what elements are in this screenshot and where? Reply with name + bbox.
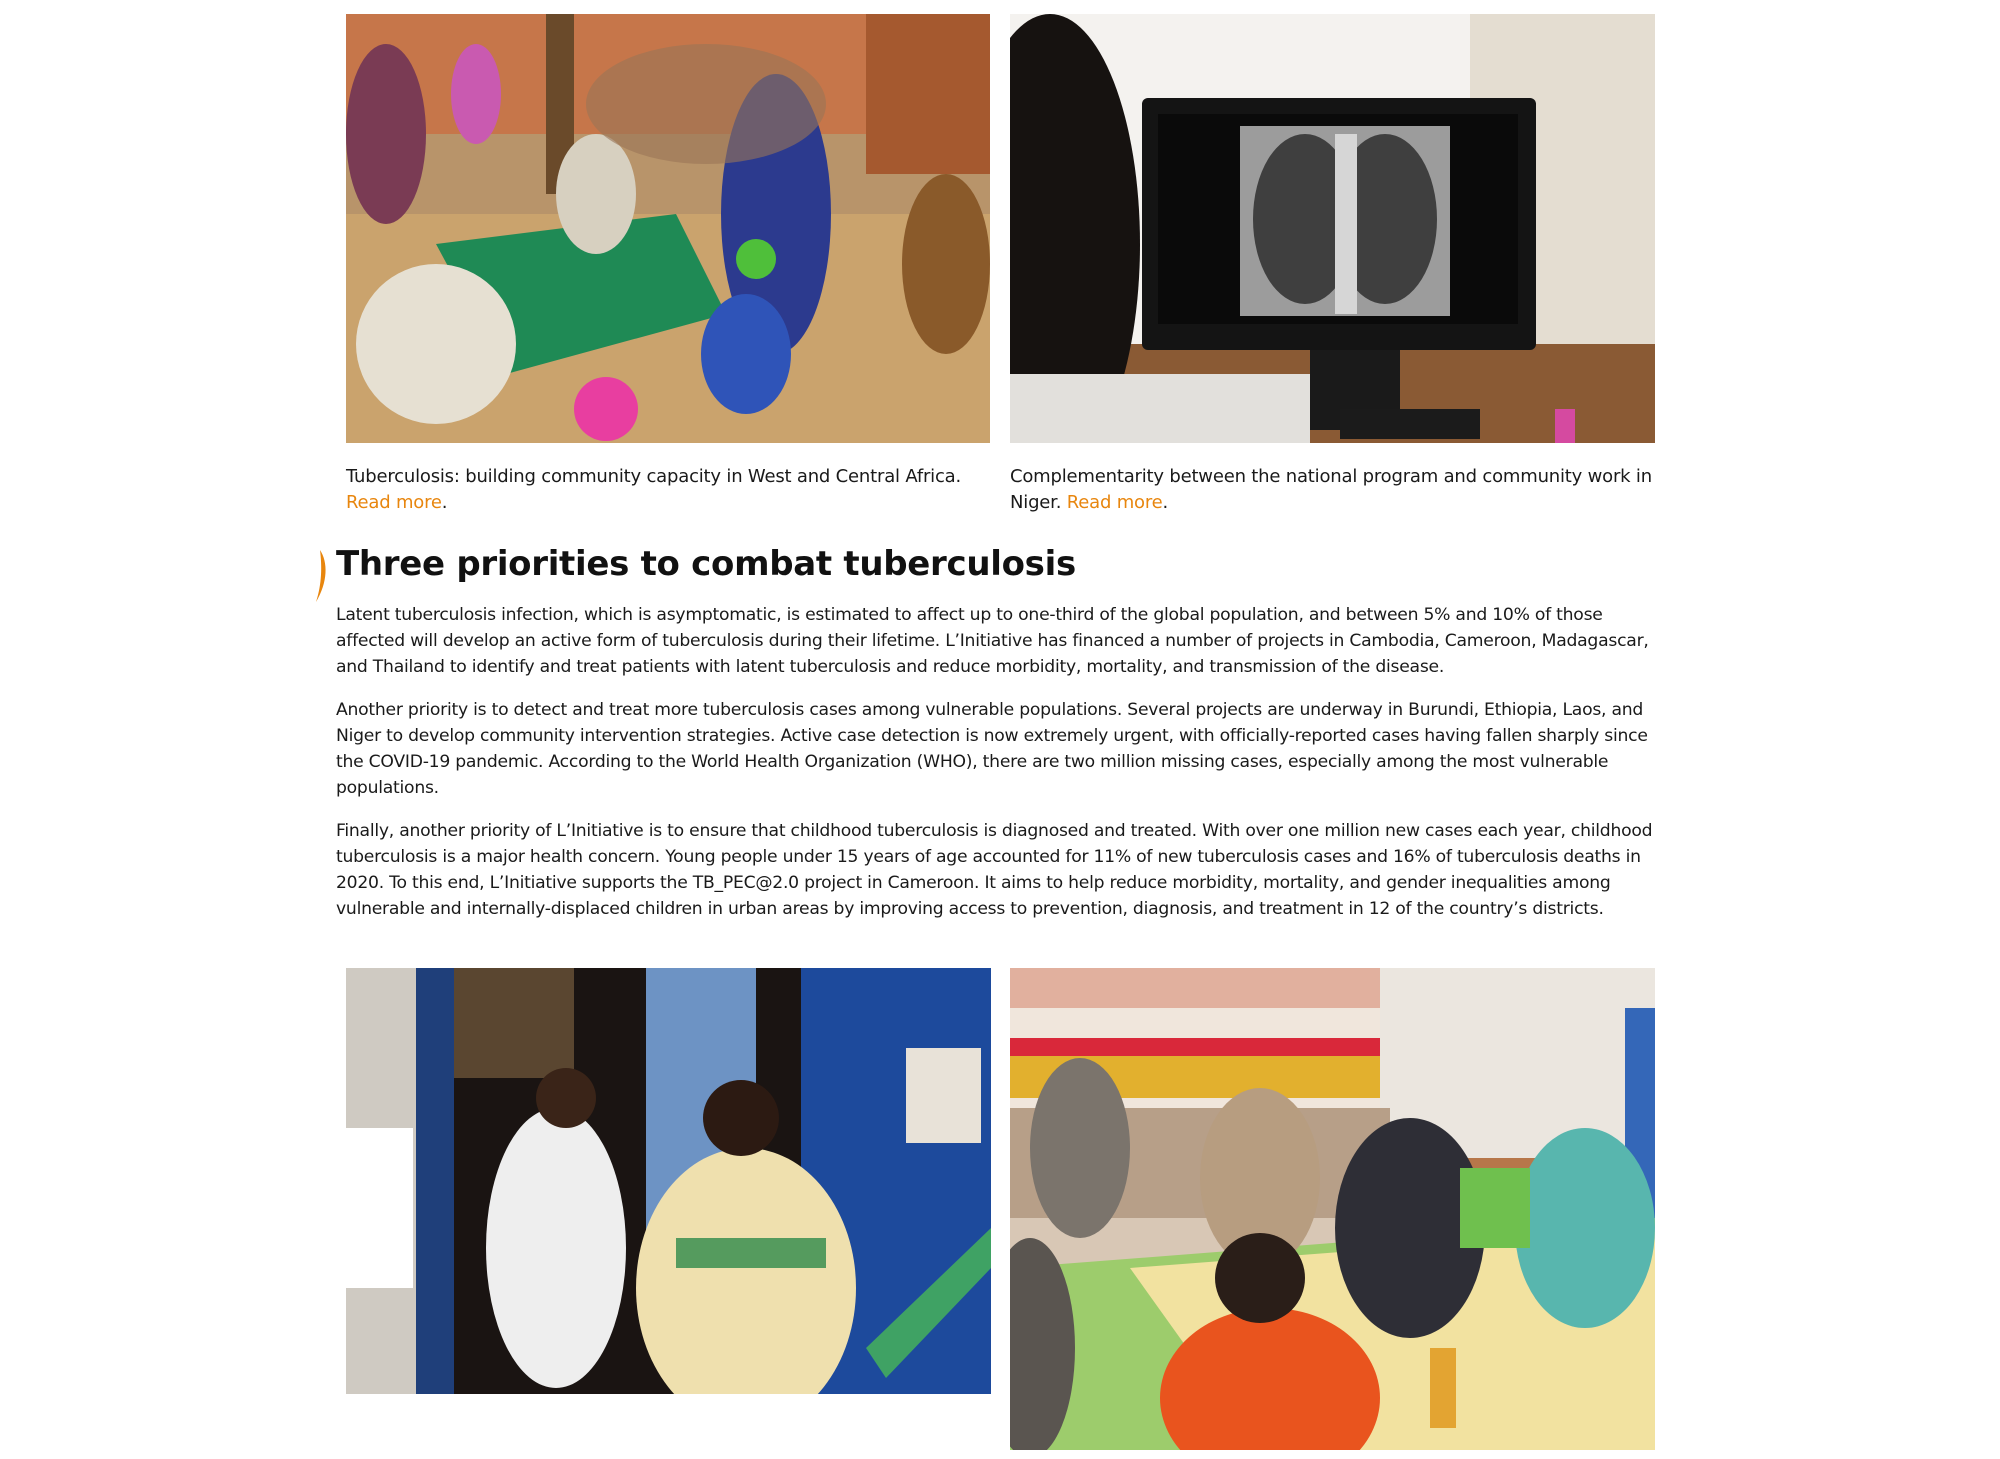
paragraph-childhood-tb: Finally, another priority of L’Initiative is to ensure that childhood tuberculosis is diagnosed and treated. With over one million new cases each year, childhood tuberculosis is a major health concern. Young people under 15 years of age accounted for 11% of new tuberculosis cases and 16% of tuberculosis deaths in 2020. To this end, L’Initiative supports the TB_PEC@2.0 project in Cameroon. It aims to help reduce morbidity, mortality, and gender inequalities among vulnerable and internally-displaced children in urban areas by improving access to prevention, diagnosis, and treatment in 12 of the country’s districts.: [336, 821, 1653, 919]
read-more-link[interactable]: Read more: [346, 492, 442, 513]
photo-xray-monitor: [1010, 14, 1655, 443]
paragraph-vulnerable-populations: Another priority is to detect and treat more tuberculosis cases among vulnerable populations. Several projects are underway in Burundi, Ethiopia, Laos, and Niger to develop community intervention strategies. Active case detection is now extremely urgent, with officially-reported cases having fallen sharply since the COVID-19 pandemic. According to the World Health Organization (WHO), there are two million missing cases, especially among the most vulnerable populations.: [336, 700, 1648, 798]
photo-community-education: [1010, 968, 1655, 1450]
photo-medication-handover: [346, 968, 991, 1394]
caption-community-capacity: [346, 464, 996, 516]
orange-brush-accent-icon: [312, 548, 332, 604]
section-title: Three priorities to combat tuberculosis: [336, 544, 1076, 584]
photo-community-image: [346, 14, 990, 443]
photo-xray-image: [1010, 14, 1655, 443]
caption-niger-complementarity: [1010, 464, 1660, 516]
photo-education-image: [1010, 968, 1655, 1450]
photo-medication-image: [346, 968, 991, 1394]
read-more-link[interactable]: Read more: [1066, 492, 1163, 513]
paragraph-latent-tb: Latent tuberculosis infection, which is asymptomatic, is estimated to affect up to one-third of the global population, and between 5% and 10% of those affected will develop an active form of tuberculosis during their lifetime. L’Initiative has financed a number of projects in Cambodia, Cameroon, Madagascar, and Thailand to identify and treat patients with latent tuberculosis and reduce morbidity, mortality, and transmission of the disease.: [336, 605, 1649, 677]
caption-text: Complementarity between the national program and community work in Niger.: [1010, 466, 1652, 513]
caption-period: .: [1162, 492, 1169, 513]
caption-text: Tuberculosis: building community capacity in West and Central Africa.: [346, 466, 962, 487]
caption-period: .: [441, 492, 448, 513]
photo-community-gathering: [346, 14, 990, 443]
